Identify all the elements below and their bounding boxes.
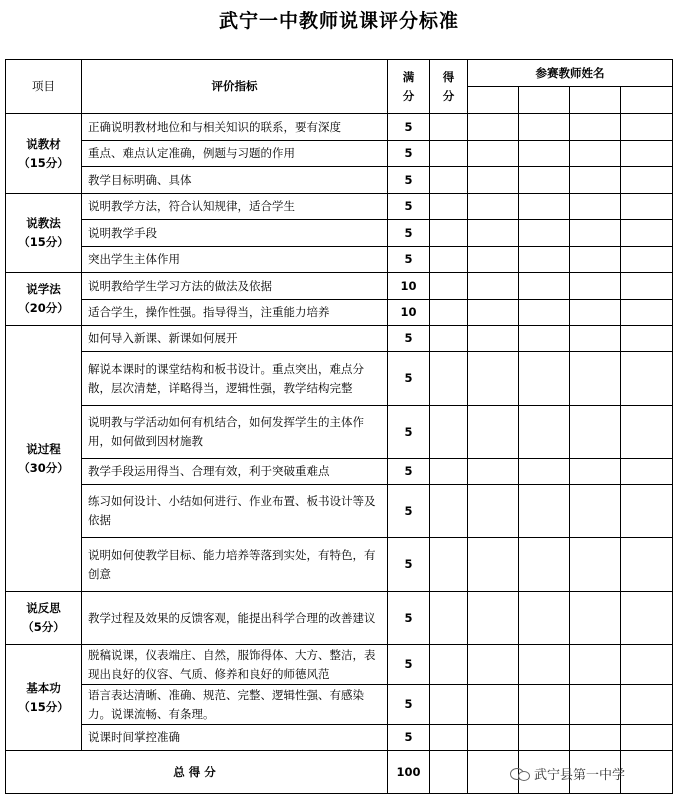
criterion-text: 说明如何使教学目标、能力培养等落到实处，有特色，有创意 (82, 538, 388, 592)
max-score: 5 (388, 114, 430, 141)
max-score: 5 (388, 645, 430, 685)
teacher-score-cell[interactable] (519, 300, 570, 326)
teacher-score-cell[interactable] (468, 114, 519, 141)
category-cell (6, 326, 82, 592)
teacher-score-cell[interactable] (570, 326, 621, 352)
teacher-score-cell[interactable] (570, 141, 621, 167)
teacher-score-cell[interactable] (519, 273, 570, 300)
teacher-score-cell[interactable] (468, 406, 519, 459)
document-title: 武宁一中教师说课评分标准 (218, 10, 459, 32)
teacher-score-cell[interactable] (570, 725, 621, 751)
score-cell[interactable] (430, 352, 468, 406)
category-points: （15分） (18, 699, 69, 714)
table-row (6, 194, 673, 220)
table-row (6, 352, 673, 406)
teacher-score-cell[interactable] (621, 300, 673, 326)
teacher-score-cell[interactable] (570, 685, 621, 725)
teacher-score-cell[interactable] (519, 538, 570, 592)
teacher-score-cell[interactable] (519, 326, 570, 352)
max-score: 5 (388, 220, 430, 247)
teacher-score-cell[interactable] (570, 538, 621, 592)
criterion-text: 脱稿说课，仪表端庄、自然，服饰得体、大方、整洁，表现出良好的仪容、气质、修养和良好的师德风范 (82, 645, 388, 685)
table-row (6, 114, 673, 141)
table-row (6, 220, 673, 247)
table-row (6, 326, 673, 352)
criterion-text: 说明教与学活动如何有机结合，如何发挥学生的主体作用，如何做到因材施教 (82, 406, 388, 459)
table-row (6, 725, 673, 751)
table-row (6, 273, 673, 300)
teacher-score-cell[interactable] (570, 167, 621, 194)
teacher-score-cell[interactable] (519, 725, 570, 751)
header-row (6, 60, 673, 87)
max-score: 5 (388, 141, 430, 167)
category-cell (6, 194, 82, 273)
header-max-score (388, 60, 430, 114)
teacher-score-cell[interactable] (519, 459, 570, 485)
score-cell[interactable] (430, 273, 468, 300)
teacher-score-cell[interactable] (570, 592, 621, 645)
max-score: 10 (388, 273, 430, 300)
score-cell[interactable] (430, 220, 468, 247)
max-score: 5 (388, 167, 430, 194)
teacher-score-cell[interactable] (519, 167, 570, 194)
category-name: 说教材 (26, 136, 61, 151)
max-score: 5 (388, 685, 430, 725)
teacher-column-3[interactable] (570, 87, 621, 114)
score-cell[interactable] (430, 114, 468, 141)
category-points: （15分） (18, 155, 69, 170)
teacher-column-2[interactable] (519, 87, 570, 114)
watermark-text: 武宁县第一中学 (534, 768, 626, 783)
score-cell[interactable] (430, 725, 468, 751)
criterion-text: 语言表达清晰、准确、规范、完整、逻辑性强、有感染力。说课流畅、有条理。 (82, 685, 388, 725)
category-name: 说反思 (26, 601, 61, 615)
teacher-score-cell[interactable] (570, 352, 621, 406)
score-cell[interactable] (430, 685, 468, 725)
table-row (6, 406, 673, 459)
category-points: （20分） (18, 301, 69, 315)
criterion-text: 解说本课时的课堂结构和板书设计。重点突出，难点分散，层次清楚，详略得当，逻辑性强，教学结构完整 (82, 352, 388, 406)
teacher-score-cell[interactable] (570, 220, 621, 247)
teacher-score-cell[interactable] (468, 141, 519, 167)
total-max-score: 100 (388, 751, 430, 794)
criterion-text: 突出学生主体作用 (82, 247, 388, 273)
header-max-top: 满 (402, 69, 415, 84)
header-teacher-names: 参赛教师姓名 (468, 60, 673, 87)
score-cell[interactable] (430, 538, 468, 592)
table-row (6, 300, 673, 326)
teacher-score-cell[interactable] (621, 352, 673, 406)
header-got-bottom: 分 (442, 88, 455, 103)
score-cell[interactable] (430, 485, 468, 538)
score-cell[interactable] (430, 247, 468, 273)
teacher-score-cell[interactable] (468, 538, 519, 592)
max-score: 5 (388, 459, 430, 485)
teacher-score-cell[interactable] (519, 220, 570, 247)
teacher-score-cell[interactable] (519, 685, 570, 725)
teacher-column-4[interactable] (621, 87, 673, 114)
max-score: 5 (388, 485, 430, 538)
table-row (6, 247, 673, 273)
teacher-score-cell[interactable] (621, 220, 673, 247)
teacher-score-cell[interactable] (519, 247, 570, 273)
score-cell[interactable] (430, 326, 468, 352)
total-label: 总得分 (6, 751, 388, 794)
table-row (6, 459, 673, 485)
header-max-bottom: 分 (402, 88, 415, 103)
max-score: 5 (388, 406, 430, 459)
teacher-score-cell[interactable] (468, 167, 519, 194)
header-indicator: 评价指标 (82, 60, 388, 114)
score-cell[interactable] (430, 141, 468, 167)
criterion-text: 教学目标明确、具体 (82, 167, 388, 194)
criterion-text: 适合学生，操作性强。指导得当，注重能力培养 (82, 300, 388, 326)
teacher-score-cell[interactable] (621, 273, 673, 300)
criterion-text: 说课时间掌控准确 (82, 725, 388, 751)
teacher-score-cell[interactable] (468, 352, 519, 406)
header-got-top: 得 (442, 69, 455, 84)
teacher-score-cell[interactable] (468, 273, 519, 300)
criterion-text: 如何导入新课、新课如何展开 (82, 326, 388, 352)
max-score: 10 (388, 300, 430, 326)
teacher-score-cell[interactable] (519, 352, 570, 406)
max-score: 5 (388, 538, 430, 592)
watermark (510, 764, 625, 783)
teacher-score-cell[interactable] (570, 194, 621, 220)
teacher-score-cell[interactable] (468, 300, 519, 326)
teacher-score-cell[interactable] (621, 167, 673, 194)
criterion-text: 教学过程及效果的反馈客观，能提出科学合理的改善建议 (82, 592, 388, 645)
teacher-score-cell[interactable] (468, 725, 519, 751)
score-cell[interactable] (430, 194, 468, 220)
teacher-score-cell[interactable] (621, 459, 673, 485)
teacher-score-cell[interactable] (570, 485, 621, 538)
table-row (6, 592, 673, 645)
teacher-score-cell[interactable] (621, 485, 673, 538)
max-score: 5 (388, 194, 430, 220)
category-name: 说过程 (26, 441, 61, 456)
category-cell (6, 114, 82, 194)
criterion-text: 说明教学方法，符合认知规律，适合学生 (82, 194, 388, 220)
category-points: （15分） (18, 235, 69, 249)
teacher-score-cell[interactable] (621, 194, 673, 220)
category-cell (6, 592, 82, 645)
max-score: 5 (388, 725, 430, 751)
criterion-text: 练习如何设计、小结如何进行、作业布置、板书设计等及依据 (82, 485, 388, 538)
teacher-score-cell[interactable] (621, 538, 673, 592)
score-cell[interactable] (430, 167, 468, 194)
teacher-score-cell[interactable] (621, 141, 673, 167)
criterion-text: 说明教学手段 (82, 220, 388, 247)
category-name: 基本功 (26, 680, 61, 695)
category-points: （5分） (22, 620, 65, 634)
table-row (6, 685, 673, 725)
max-score: 5 (388, 326, 430, 352)
teacher-total-cell[interactable] (621, 751, 673, 794)
teacher-score-cell[interactable] (570, 273, 621, 300)
category-name: 说教法 (26, 216, 61, 230)
teacher-score-cell[interactable] (519, 645, 570, 685)
teacher-score-cell[interactable] (468, 247, 519, 273)
header-item: 项目 (6, 60, 82, 114)
teacher-score-cell[interactable] (570, 114, 621, 141)
total-score-cell[interactable] (430, 751, 468, 794)
teacher-score-cell[interactable] (519, 406, 570, 459)
table-row (6, 167, 673, 194)
teacher-score-cell[interactable] (621, 592, 673, 645)
table-row (6, 141, 673, 167)
score-cell[interactable] (430, 406, 468, 459)
teacher-score-cell[interactable] (519, 114, 570, 141)
max-score: 5 (388, 592, 430, 645)
teacher-score-cell[interactable] (468, 485, 519, 538)
score-cell[interactable] (430, 645, 468, 685)
category-cell (6, 645, 82, 751)
teacher-score-cell[interactable] (468, 326, 519, 352)
criterion-text: 正确说明教材地位和与相关知识的联系，要有深度 (82, 114, 388, 141)
max-score: 5 (388, 352, 430, 406)
score-cell[interactable] (430, 459, 468, 485)
teacher-score-cell[interactable] (468, 685, 519, 725)
category-cell (6, 273, 82, 326)
teacher-score-cell[interactable] (621, 326, 673, 352)
criterion-text: 说明教给学生学习方法的做法及依据 (82, 273, 388, 300)
teacher-score-cell[interactable] (519, 485, 570, 538)
teacher-column-1[interactable] (468, 87, 519, 114)
criterion-text: 重点、难点认定准确，例题与习题的作用 (82, 141, 388, 167)
wechat-icon (510, 766, 530, 782)
criterion-text: 教学手段运用得当、合理有效，利于突破重难点 (82, 459, 388, 485)
teacher-score-cell[interactable] (519, 194, 570, 220)
max-score: 5 (388, 247, 430, 273)
teacher-score-cell[interactable] (519, 141, 570, 167)
score-cell[interactable] (430, 300, 468, 326)
teacher-score-cell[interactable] (621, 114, 673, 141)
teacher-score-cell[interactable] (519, 592, 570, 645)
teacher-score-cell[interactable] (621, 247, 673, 273)
category-points: （30分） (18, 460, 69, 475)
category-name: 说学法 (26, 282, 61, 296)
teacher-score-cell[interactable] (621, 406, 673, 459)
teacher-score-cell[interactable] (570, 247, 621, 273)
teacher-score-cell[interactable] (468, 194, 519, 220)
teacher-score-cell[interactable] (621, 725, 673, 751)
table-row (6, 538, 673, 592)
header-obtained-score (430, 60, 468, 114)
teacher-score-cell[interactable] (621, 645, 673, 685)
table-row (6, 645, 673, 685)
teacher-score-cell[interactable] (468, 220, 519, 247)
teacher-score-cell[interactable] (570, 645, 621, 685)
table-row (6, 485, 673, 538)
teacher-score-cell[interactable] (621, 685, 673, 725)
teacher-score-cell[interactable] (468, 459, 519, 485)
teacher-score-cell[interactable] (570, 459, 621, 485)
scoring-table (5, 59, 673, 794)
teacher-score-cell[interactable] (570, 406, 621, 459)
score-cell[interactable] (430, 592, 468, 645)
teacher-score-cell[interactable] (468, 645, 519, 685)
teacher-score-cell[interactable] (468, 592, 519, 645)
teacher-score-cell[interactable] (570, 300, 621, 326)
